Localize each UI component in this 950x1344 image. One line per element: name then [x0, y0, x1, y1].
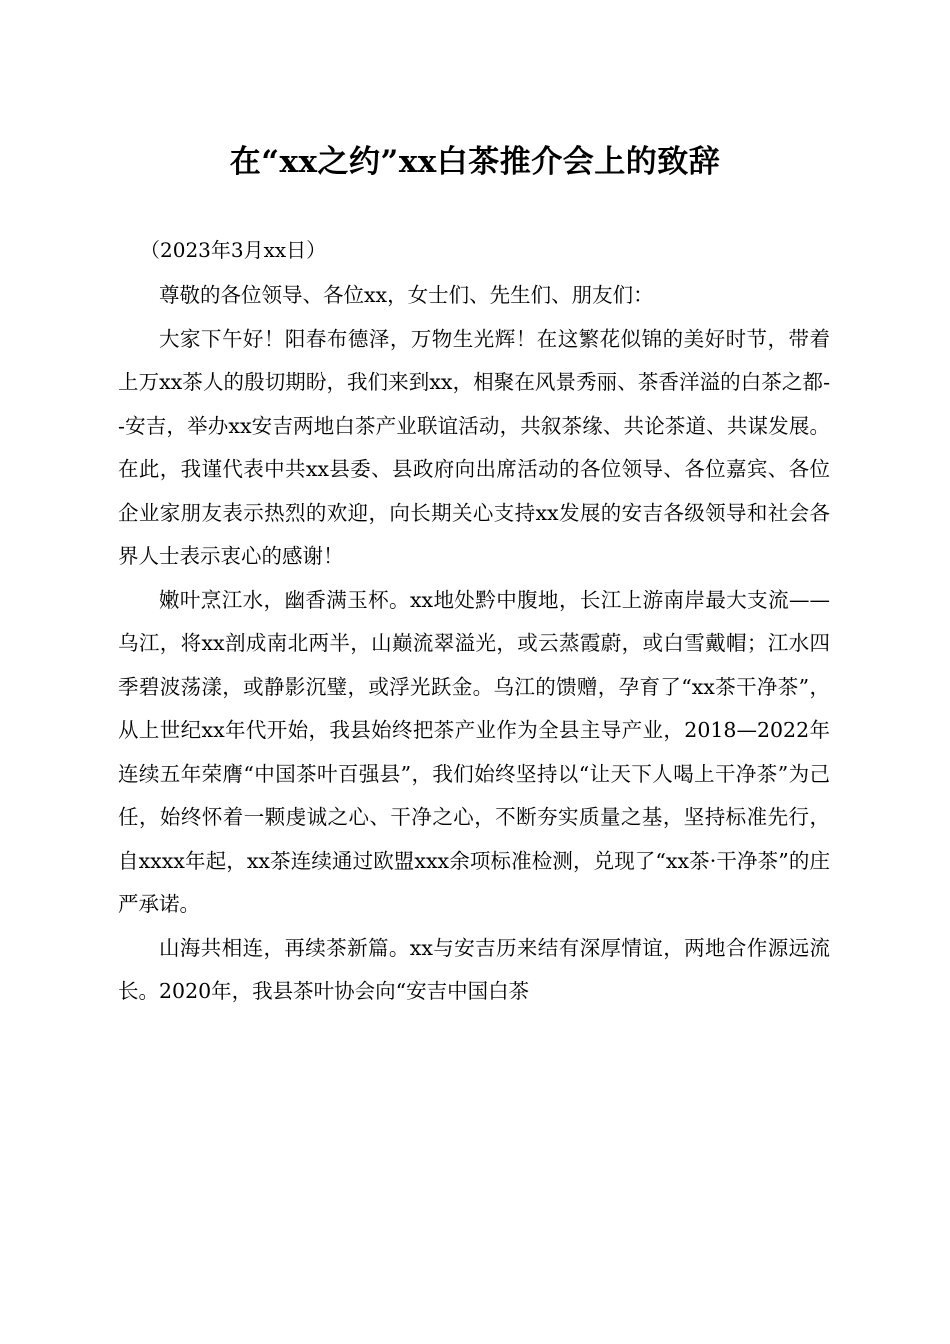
document-body: [118, 274, 830, 1014]
body-paragraph: 大家下午好！阳春布德泽，万物生光辉！在这繁花似锦的美好时节，带着上万xx茶人的殷切期盼，我们来到xx，相聚在风景秀丽、茶香洋溢的白茶之都--安吉，举办xx安吉两地白茶产业联谊活动，共叙茶缘、共论茶道、共谋发展。在此，我谨代表中共xx县委、县政府向出席活动的各位领导、各位嘉宾、各位企业家朋友表示热烈的欢迎，向长期关心支持xx发展的安吉各级领导和社会各界人士表示衷心的感谢！: [118, 326, 830, 568]
speech-date: （2023年3月xx日）: [140, 238, 327, 262]
body-paragraph: 山海共相连，再续茶新篇。xx与安吉历来结有深厚情谊，两地合作源远流长。2020年，我县茶叶协会向“安吉中国白茶: [118, 935, 830, 1003]
document-title: 在“xx之约”xx白茶推介会上的致辞: [229, 144, 721, 180]
body-paragraph: 嫩叶烹江水，幽香满玉杯。xx地处黔中腹地，长江上游南岸最大支流——乌江，将xx剖成南北两半，山巅流翠溢光，或云蒸霞蔚，或白雪戴帽；江水四季碧波荡漾，或静影沉璧，或浮光跃金。乌江的馈赠，孕育了“xx茶干净茶”，从上世纪xx年代开始，我县始终把茶产业作为全县主导产业，2018—2022年连续五年荣膺“中国茶叶百强县”，我们始终坚持以“让天下人喝上干净茶”为己任，始终怀着一颗虔诚之心、干净之心，不断夯实质量之基，坚持标准先行，自xxxx年起，xx茶连续通过欧盟xxx余项标准检测，兑现了“xx茶·干净茶”的庄严承诺。: [118, 587, 830, 916]
salutation-paragraph: 尊敬的各位领导、各位xx，女士们、先生们、朋友们：: [159, 283, 654, 307]
